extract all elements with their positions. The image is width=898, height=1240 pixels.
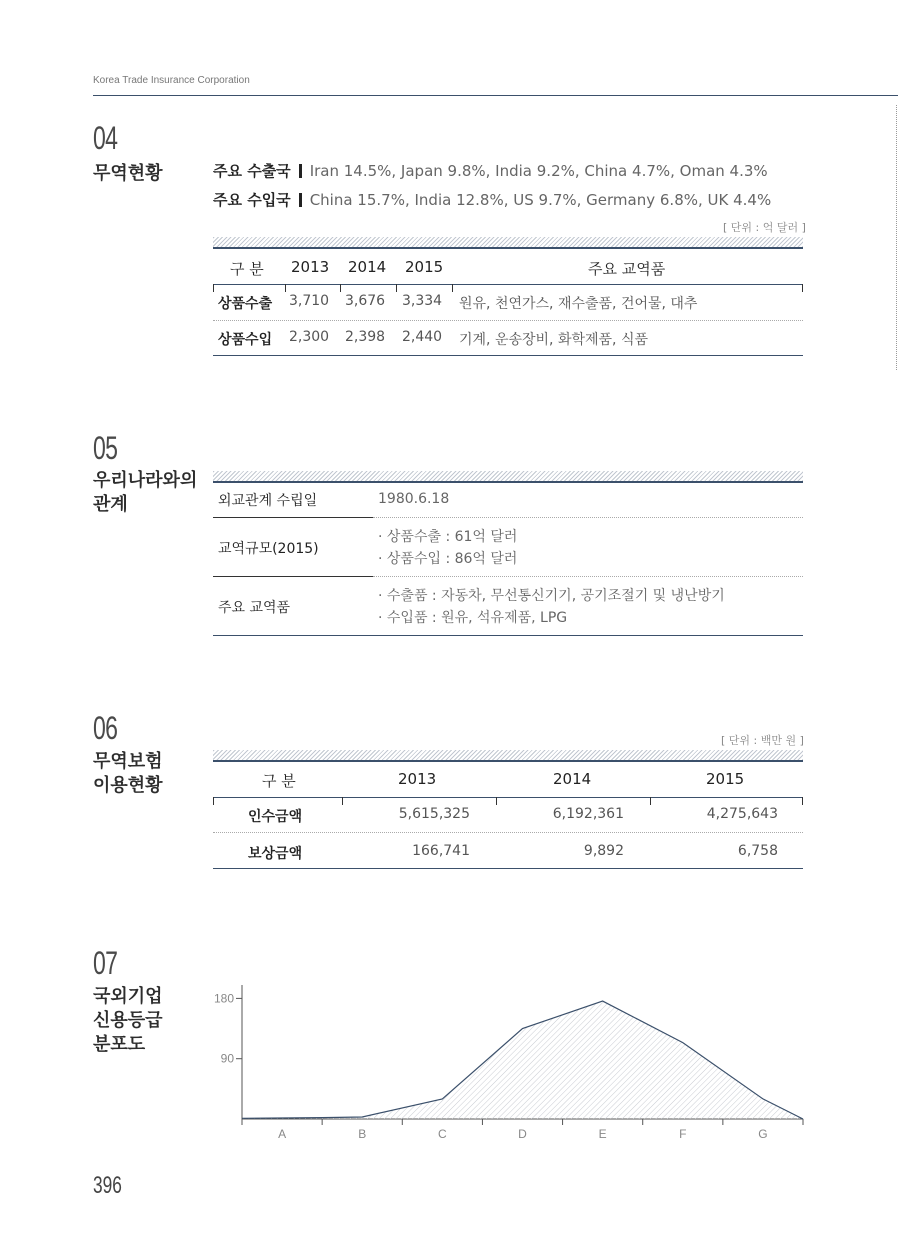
major-import-value: China 15.7%, India 12.8%, US 9.7%, Germany 6.8%, UK 4.4% (309, 191, 772, 209)
s05-row3-line1: · 수출품 : 자동차, 무선통신기기, 공기조절기 및 냉난방기 (378, 588, 725, 604)
section-06-number: 06 (93, 710, 118, 746)
x-tick-label: C (438, 1127, 447, 1141)
s06-header-2013: 2013 (398, 770, 437, 788)
s06-table-hatch (213, 750, 803, 760)
major-import-line (213, 189, 771, 210)
major-export-value: Iran 14.5%, Japan 9.8%, India 9.2%, China 4.7%, Oman 4.3% (309, 162, 768, 180)
tick (802, 797, 803, 805)
s05-row3-label: 주요 교역품 (218, 600, 291, 616)
s06-header-2014: 2014 (553, 770, 592, 788)
tick (802, 284, 803, 292)
y-tick-label: 90 (220, 1051, 234, 1066)
major-export-label: 주요 수출국 (213, 162, 291, 180)
s06-row2-2015: 6,758 (737, 843, 778, 859)
y-tick-label: 180 (213, 991, 234, 1006)
tick (496, 797, 497, 805)
header-rule (93, 95, 898, 96)
s06-row1-label: 인수금액 (248, 809, 303, 825)
tick (650, 797, 651, 805)
s05-label-rule (213, 576, 373, 577)
x-tick-label: E (598, 1127, 607, 1141)
s04-row1-2014: 3,676 (345, 293, 386, 309)
s04-table-hatch (213, 237, 803, 247)
s04-row1-goods: 원유, 천연가스, 재수출품, 건어물, 대추 (459, 296, 698, 312)
s04-row2-label: 상품수입 (218, 332, 273, 348)
tick (396, 284, 397, 292)
tick (213, 284, 214, 292)
s06-row2-2014: 9,892 (583, 843, 624, 859)
s04-unit: [ 단위 : 억 달러 ] (723, 221, 806, 234)
s06-row2-2013: 166,741 (412, 843, 470, 859)
s04-header-goods: 주요 교역품 (588, 260, 666, 278)
s06-row1-2015: 4,275,643 (706, 806, 778, 822)
s05-row1-label: 외교관계 수립일 (218, 493, 318, 509)
section-06-title: 무역보험 이용현황 (93, 751, 163, 796)
major-export-line (213, 160, 768, 181)
s04-row2-goods: 기계, 운송장비, 화학제품, 식품 (459, 332, 648, 348)
s06-row2-label: 보상금액 (248, 846, 303, 862)
tick (213, 797, 214, 805)
s05-row1-value: 1980.6.18 (378, 491, 450, 507)
s05-row2-label: 교역규모(2015) (218, 541, 319, 557)
s06-header-rule (213, 797, 803, 798)
s06-header-category: 구 분 (262, 772, 296, 790)
s06-unit: [ 단위 : 백만 원 ] (721, 734, 804, 747)
s06-row-divider (213, 832, 803, 833)
section-04-number: 04 (93, 120, 118, 156)
s04-table-top-rule (213, 247, 803, 249)
s04-row2-2015: 2,440 (402, 329, 443, 345)
s05-table-hatch (213, 471, 803, 481)
x-tick-label: A (278, 1127, 287, 1141)
x-tick-label: B (358, 1127, 367, 1141)
credit-rating-chart (200, 975, 820, 1145)
s04-row1-2015: 3,334 (402, 293, 443, 309)
s06-header-2015: 2015 (706, 770, 745, 788)
major-import-label: 주요 수입국 (213, 191, 291, 209)
s05-row2-line1: · 상품수출 : 61억 달러 (378, 529, 518, 545)
s06-row1-2013: 5,615,325 (398, 806, 470, 822)
s05-row3-line2: · 수입품 : 원유, 석유제품, LPG (378, 610, 568, 626)
area-fill (242, 1001, 803, 1119)
s04-table-bottom-rule (213, 355, 803, 356)
tick (340, 284, 341, 292)
s05-label-rule (213, 517, 373, 518)
s04-header-2013: 2013 (291, 258, 330, 276)
x-tick-label: G (758, 1127, 768, 1141)
s05-row2-line2: · 상품수입 : 86억 달러 (378, 551, 518, 567)
s06-table-bottom-rule (213, 868, 803, 869)
page-number: 396 (93, 1172, 122, 1199)
section-07-number: 07 (93, 945, 118, 981)
section-05-title: 우리나라와의 관계 (93, 470, 198, 515)
tick (285, 284, 286, 292)
section-05-number: 05 (93, 430, 118, 466)
s04-header-rule (213, 284, 803, 285)
section-07-title: 국외기업 신용등급 분포도 (93, 986, 163, 1055)
s04-header-category: 구 분 (230, 260, 264, 278)
s04-header-2015: 2015 (405, 258, 444, 276)
separator-bar (299, 164, 302, 178)
separator-bar (299, 193, 302, 207)
s05-table-bottom-rule (213, 635, 803, 636)
x-tick-label: F (679, 1127, 687, 1141)
s04-row1-label: 상품수출 (218, 296, 273, 312)
s04-header-2014: 2014 (348, 258, 387, 276)
header-company: Korea Trade Insurance Corporation (93, 75, 250, 86)
tick (342, 797, 343, 805)
s05-value-divider (373, 517, 803, 518)
section-04-title: 무역현황 (93, 163, 163, 184)
s05-table-top-rule (213, 481, 803, 483)
s04-row2-2013: 2,300 (289, 329, 330, 345)
s06-row1-2014: 6,192,361 (552, 806, 624, 822)
s04-row1-2013: 3,710 (289, 293, 330, 309)
tick (452, 284, 453, 292)
s05-value-divider (373, 576, 803, 577)
side-dotted-line (896, 105, 897, 370)
s04-row2-2014: 2,398 (345, 329, 386, 345)
s04-row-divider (213, 320, 803, 321)
x-tick-label: D (518, 1127, 527, 1141)
s06-table-top-rule (213, 760, 803, 762)
